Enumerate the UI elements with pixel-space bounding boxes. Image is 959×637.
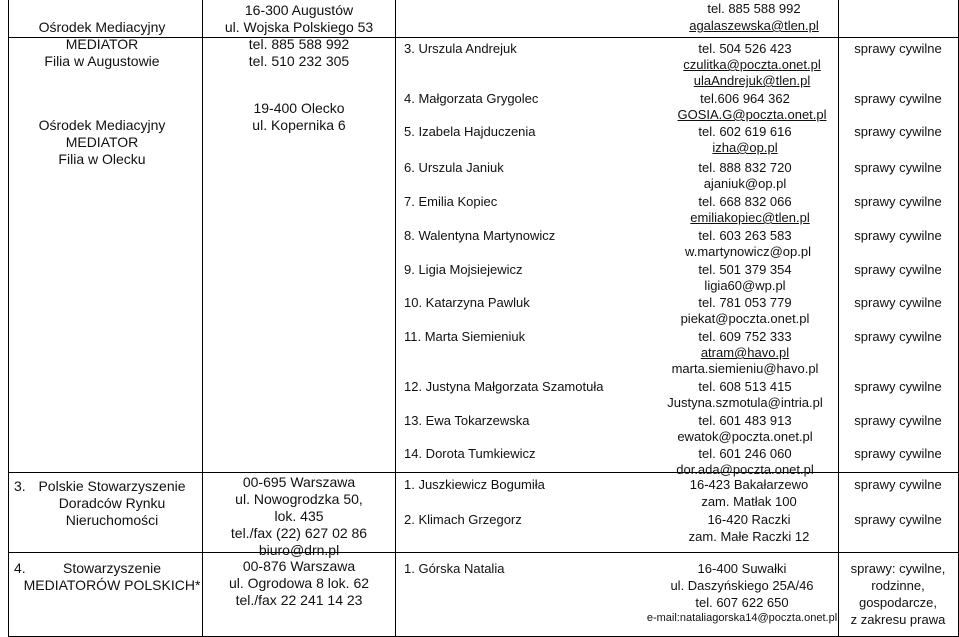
contact-email: dor.ada@poczta.onet.pl <box>676 462 814 477</box>
address-line: ul. Wojska Polskiego 53 <box>224 19 374 35</box>
member-name: 1. Górska Natalia <box>404 561 505 576</box>
contact-phone: tel. 885 588 992 <box>707 1 801 16</box>
address-line: tel. 885 588 992 <box>248 36 350 52</box>
contact-phone: tel. 601 483 913 <box>698 413 792 428</box>
member-address: 16-420 Raczki <box>707 512 791 527</box>
address-line: ul. Nowogrodzka 50, <box>235 491 363 507</box>
mediator-scope: sprawy cywilne <box>854 41 942 56</box>
row-divider <box>8 37 959 38</box>
contact-phone: tel. 668 832 066 <box>698 194 792 209</box>
contact-email-link[interactable]: agalaszewska@tlen.pl <box>689 18 819 33</box>
mediator-scope: sprawy cywilne <box>854 160 942 175</box>
org-name-line: Doradców Rynku <box>58 495 166 511</box>
mediator-scope: sprawy cywilne <box>854 446 942 461</box>
contact-phone: tel. 781 053 779 <box>698 295 792 310</box>
mediator-name: 14. Dorota Tumkiewicz <box>404 446 536 461</box>
mediator-name: 4. Małgorzata Grygolec <box>404 91 539 106</box>
address-line: biuro@drn.pl <box>258 542 340 558</box>
mediator-name: 5. Izabela Hajduczenia <box>404 124 536 139</box>
mediator-scope: sprawy cywilne <box>854 413 942 428</box>
member-scope: rodzinne, <box>871 578 925 593</box>
mediator-scope: sprawy cywilne <box>854 295 942 310</box>
address-line: ul. Kopernika 6 <box>252 117 346 133</box>
contact-email: w.martynowicz@op.pl <box>685 244 811 259</box>
contact-phone: tel. 609 752 333 <box>698 329 792 344</box>
contact-email-link[interactable]: ulaAndrejuk@tlen.pl <box>693 73 811 88</box>
org-number: 4. <box>14 560 26 576</box>
mediator-name: 7. Emilia Kopiec <box>404 194 498 209</box>
mediator-scope: sprawy cywilne <box>854 228 942 243</box>
org-name-line: Polskie Stowarzyszenie <box>38 478 186 494</box>
mediator-scope: sprawy cywilne <box>854 379 942 394</box>
contact-email-link[interactable]: GOSIA.G@poczta.onet.pl <box>677 107 827 122</box>
mediator-scope: sprawy cywilne <box>854 124 942 139</box>
address-line: 00-695 Warszawa <box>242 474 356 490</box>
member-scope: sprawy cywilne <box>854 512 942 527</box>
mediator-name: 12. Justyna Małgorzata Szamotuła <box>404 379 604 394</box>
row-divider <box>8 472 959 473</box>
contact-phone: tel. 504 526 423 <box>698 41 792 56</box>
contact-phone: tel. 602 619 616 <box>698 124 792 139</box>
table-border-left <box>8 0 9 637</box>
contact-email: ligia60@wp.pl <box>704 278 786 293</box>
org-name-line: Ośrodek Mediacyjny <box>38 19 166 35</box>
org-name-line: MEDIATORÓW POLSKICH* <box>23 577 201 593</box>
contact-phone: tel. 601 246 060 <box>698 446 792 461</box>
contact-email: Justyna.szmotula@intria.pl <box>667 395 823 410</box>
contact-email: ewatok@poczta.onet.pl <box>677 429 813 444</box>
table-divider <box>838 0 839 637</box>
contact-email: ajaniuk@op.pl <box>703 176 787 191</box>
address-line: tel. 510 232 305 <box>248 53 350 69</box>
address-line: 16-300 Augustów <box>244 2 354 18</box>
mediator-name: 9. Ligia Mojsiejewicz <box>404 262 523 277</box>
contact-phone: tel. 608 513 415 <box>698 379 792 394</box>
member-scope: gospodarcze, <box>858 595 938 610</box>
member-name: 2. Klimach Grzegorz <box>404 512 522 527</box>
org-name-line: MEDIATOR <box>65 36 139 52</box>
contact-email-link[interactable]: emiliakopiec@tlen.pl <box>690 210 810 225</box>
table-divider <box>202 0 203 637</box>
contact-phone: tel. 607 622 650 <box>695 595 789 610</box>
contact-phone: tel. 603 263 583 <box>698 228 792 243</box>
org-name-line: Ośrodek Mediacyjny <box>38 117 166 133</box>
table-divider <box>395 0 396 637</box>
row-divider <box>8 552 959 553</box>
mediator-scope: sprawy cywilne <box>854 91 942 106</box>
member-address: zam. Matłak 100 <box>701 494 797 509</box>
mediator-name: 6. Urszula Janiuk <box>404 160 504 175</box>
member-address: zam. Małe Raczki 12 <box>688 529 810 544</box>
address-line: lok. 435 <box>274 508 324 524</box>
contact-email: marta.siemieniu@havo.pl <box>671 361 819 376</box>
member-address: 16-400 Suwałki <box>697 561 787 576</box>
member-scope: z zakresu prawa <box>850 612 946 627</box>
mediator-scope: sprawy cywilne <box>854 329 942 344</box>
org-name-line: Filia w Augustowie <box>44 53 160 69</box>
contact-phone: tel. 501 379 354 <box>698 262 792 277</box>
address-line: tel./fax (22) 627 02 86 <box>230 525 368 541</box>
mediator-name: 10. Katarzyna Pawluk <box>404 295 530 310</box>
address-line: tel./fax 22 241 14 23 <box>235 592 363 608</box>
member-scope: sprawy cywilne <box>854 477 942 492</box>
org-name-line: Stowarzyszenie <box>62 560 162 576</box>
contact-email: piekat@poczta.onet.pl <box>680 311 810 326</box>
contact-email: e-mail:nataliagorska14@poczta.onet.pl <box>646 612 838 624</box>
member-name: 1. Juszkiewicz Bogumiła <box>404 477 545 492</box>
org-name-line: MEDIATOR <box>65 134 139 150</box>
member-scope: sprawy: cywilne, <box>850 561 946 576</box>
mediator-name: 8. Walentyna Martynowicz <box>404 228 556 243</box>
mediator-scope: sprawy cywilne <box>854 194 942 209</box>
org-number: 3. <box>14 478 26 494</box>
contact-phone: tel. 888 832 720 <box>698 160 792 175</box>
contact-email-link[interactable]: czulitka@poczta.onet.pl <box>683 57 821 72</box>
contact-email-link[interactable]: atram@havo.pl <box>700 345 790 360</box>
contact-phone: tel.606 964 362 <box>700 91 790 106</box>
address-line: ul. Ogrodowa 8 lok. 62 <box>228 575 370 591</box>
mediator-name: 11. Marta Siemieniuk <box>404 329 526 344</box>
member-address: 16-423 Bakałarzewo <box>689 477 809 492</box>
member-address: ul. Daszyńskiego 25A/46 <box>670 578 814 593</box>
mediator-scope: sprawy cywilne <box>854 262 942 277</box>
org-name-line: Nieruchomości <box>65 512 159 528</box>
mediator-name: 13. Ewa Tokarzewska <box>404 413 530 428</box>
org-name-line: Filia w Olecku <box>58 151 146 167</box>
address-line: 19-400 Olecko <box>253 100 345 116</box>
contact-email-link[interactable]: izha@op.pl <box>712 140 778 155</box>
address-line: 00-876 Warszawa <box>242 558 356 574</box>
mediator-name: 3. Urszula Andrejuk <box>404 41 517 56</box>
